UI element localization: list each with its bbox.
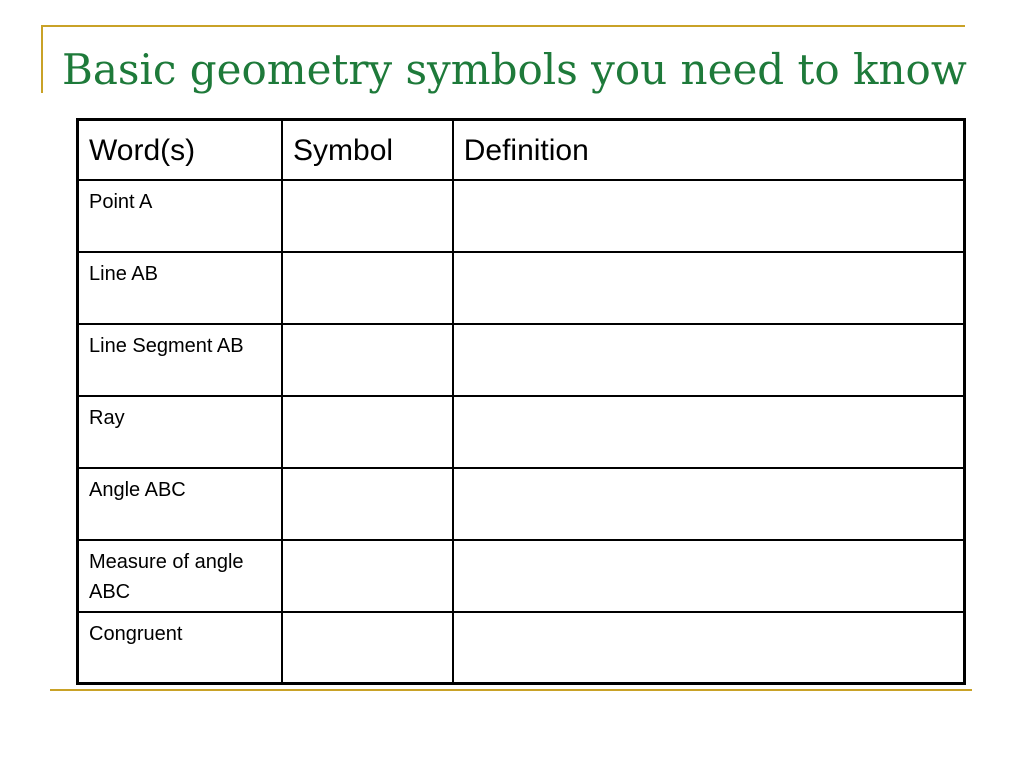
top-accent-line xyxy=(41,25,965,27)
symbol-cell[interactable] xyxy=(282,540,453,612)
definition-cell[interactable] xyxy=(453,468,965,540)
table-header-row xyxy=(78,120,965,180)
table-row xyxy=(78,540,965,612)
header-symbol: Symbol xyxy=(282,120,453,180)
definition-cell[interactable] xyxy=(453,324,965,396)
symbol-cell[interactable] xyxy=(282,252,453,324)
table-row xyxy=(78,180,965,252)
table-row xyxy=(78,324,965,396)
definition-cell[interactable] xyxy=(453,252,965,324)
word-cell: Ray xyxy=(78,396,283,468)
header-definition: Definition xyxy=(453,120,965,180)
definition-cell[interactable] xyxy=(453,396,965,468)
word-cell: Measure of angle ABC xyxy=(78,540,283,612)
definition-cell[interactable] xyxy=(453,540,965,612)
word-cell: Point A xyxy=(78,180,283,252)
definition-cell[interactable] xyxy=(453,180,965,252)
header-words: Word(s) xyxy=(78,120,283,180)
slide-title: Basic geometry symbols you need to know xyxy=(62,45,967,94)
table-row xyxy=(78,468,965,540)
definition-cell[interactable] xyxy=(453,612,965,684)
bottom-accent-line xyxy=(50,689,972,691)
table-row xyxy=(78,252,965,324)
geometry-symbols-table xyxy=(76,118,966,685)
symbol-cell[interactable] xyxy=(282,468,453,540)
word-cell: Congruent xyxy=(78,612,283,684)
symbol-cell[interactable] xyxy=(282,396,453,468)
symbol-cell[interactable] xyxy=(282,180,453,252)
word-cell: Line AB xyxy=(78,252,283,324)
table-row xyxy=(78,396,965,468)
symbol-cell[interactable] xyxy=(282,612,453,684)
table-row xyxy=(78,612,965,684)
left-accent-line xyxy=(41,25,43,93)
word-cell: Line Segment AB xyxy=(78,324,283,396)
word-cell: Angle ABC xyxy=(78,468,283,540)
symbol-cell[interactable] xyxy=(282,324,453,396)
